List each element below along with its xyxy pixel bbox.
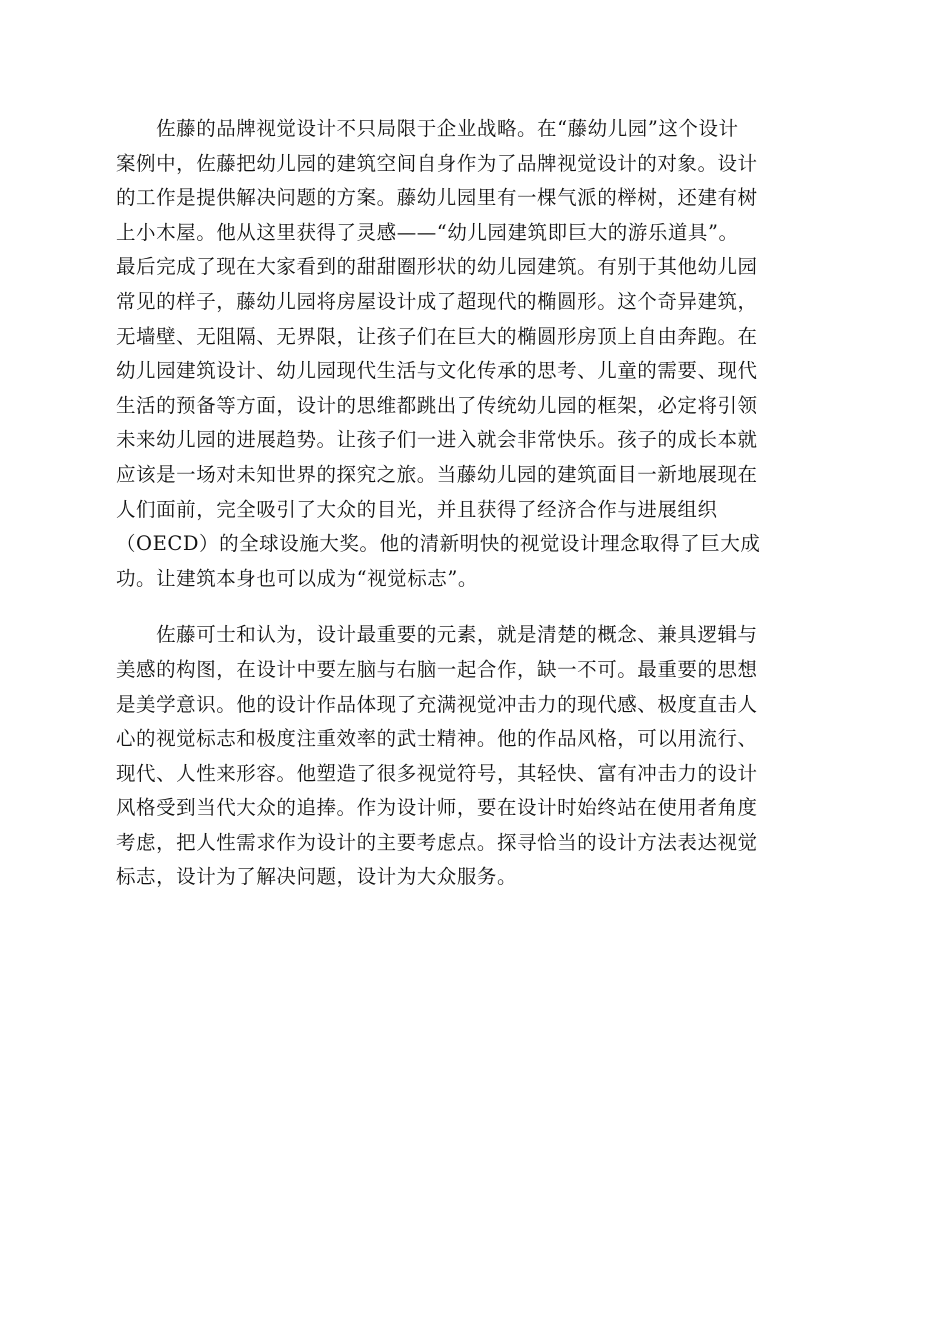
paragraph-spacer	[116, 596, 836, 618]
text-line: 美感的构图，在设计中要左脑与右脑一起合作，缺一不可。最重要的思想	[116, 657, 758, 681]
paragraph-2	[116, 618, 836, 895]
text-line: 现代、人性来形容。他塑造了很多视觉符号，其轻快、富有冲击力的设计	[116, 761, 758, 785]
text-line: 上小木屋。他从这里获得了灵感——“幼儿园建筑即巨大的游乐道具”。	[116, 220, 739, 244]
text-line: 的工作是提供解决问题的方案。藤幼儿园里有一棵气派的榉树，还建有树	[116, 186, 758, 210]
text-line: 常见的样子，藤幼儿园将房屋设计成了超现代的椭圆形。这个奇异建筑，	[116, 289, 758, 313]
text-line: 功。让建筑本身也可以成为“视觉标志”。	[116, 566, 478, 590]
text-line: 幼儿园建筑设计、幼儿园现代生活与文化传承的思考、儿童的需要、现代	[116, 359, 758, 383]
paragraph-1	[116, 112, 836, 596]
text-line: 案例中，佐藤把幼儿园的建筑空间自身作为了品牌视觉设计的对象。设计	[116, 151, 758, 175]
text-line: 心的视觉标志和极度注重效率的武士精神。他的作品风格，可以用流行、	[116, 727, 758, 751]
text-line: 佐藤可士和认为，设计最重要的元素，就是清楚的概念、兼具逻辑与	[116, 623, 758, 647]
text-line: 标志，设计为了解决问题，设计为大众服务。	[116, 865, 518, 889]
text-line: （OECD）的全球设施大奖。他的清新明快的视觉设计理念取得了巨大成	[116, 532, 761, 556]
text-line: 无墙壁、无阻隔、无界限，让孩子们在巨大的椭圆形房顶上自由奔跑。在	[116, 324, 758, 348]
text-line: 生活的预备等方面，设计的思维都跳出了传统幼儿园的框架，必定将引领	[116, 393, 758, 417]
text-line: 最后完成了现在大家看到的甜甜圈形状的幼儿园建筑。有别于其他幼儿园	[116, 255, 758, 279]
text-line: 人们面前，完全吸引了大众的目光，并且获得了经济合作与进展组织	[116, 497, 718, 521]
text-line: 风格受到当代大众的追捧。作为设计师，要在设计时始终站在使用者角度	[116, 796, 758, 820]
text-line: 考虑，把人性需求作为设计的主要考虑点。探寻恰当的设计方法表达视觉	[116, 830, 758, 854]
document-body	[116, 112, 836, 895]
text-line: 佐藤的品牌视觉设计不只局限于企业战略。在“藤幼儿园”这个设计	[116, 117, 739, 140]
text-line: 是美学意识。他的设计作品体现了充满视觉冲击力的现代感、极度直击人	[116, 692, 758, 716]
text-line: 应该是一场对未知世界的探究之旅。当藤幼儿园的建筑面目一新地展现在	[116, 462, 758, 486]
text-line: 未来幼儿园的进展趋势。让孩子们一进入就会非常快乐。孩子的成长本就	[116, 428, 758, 452]
